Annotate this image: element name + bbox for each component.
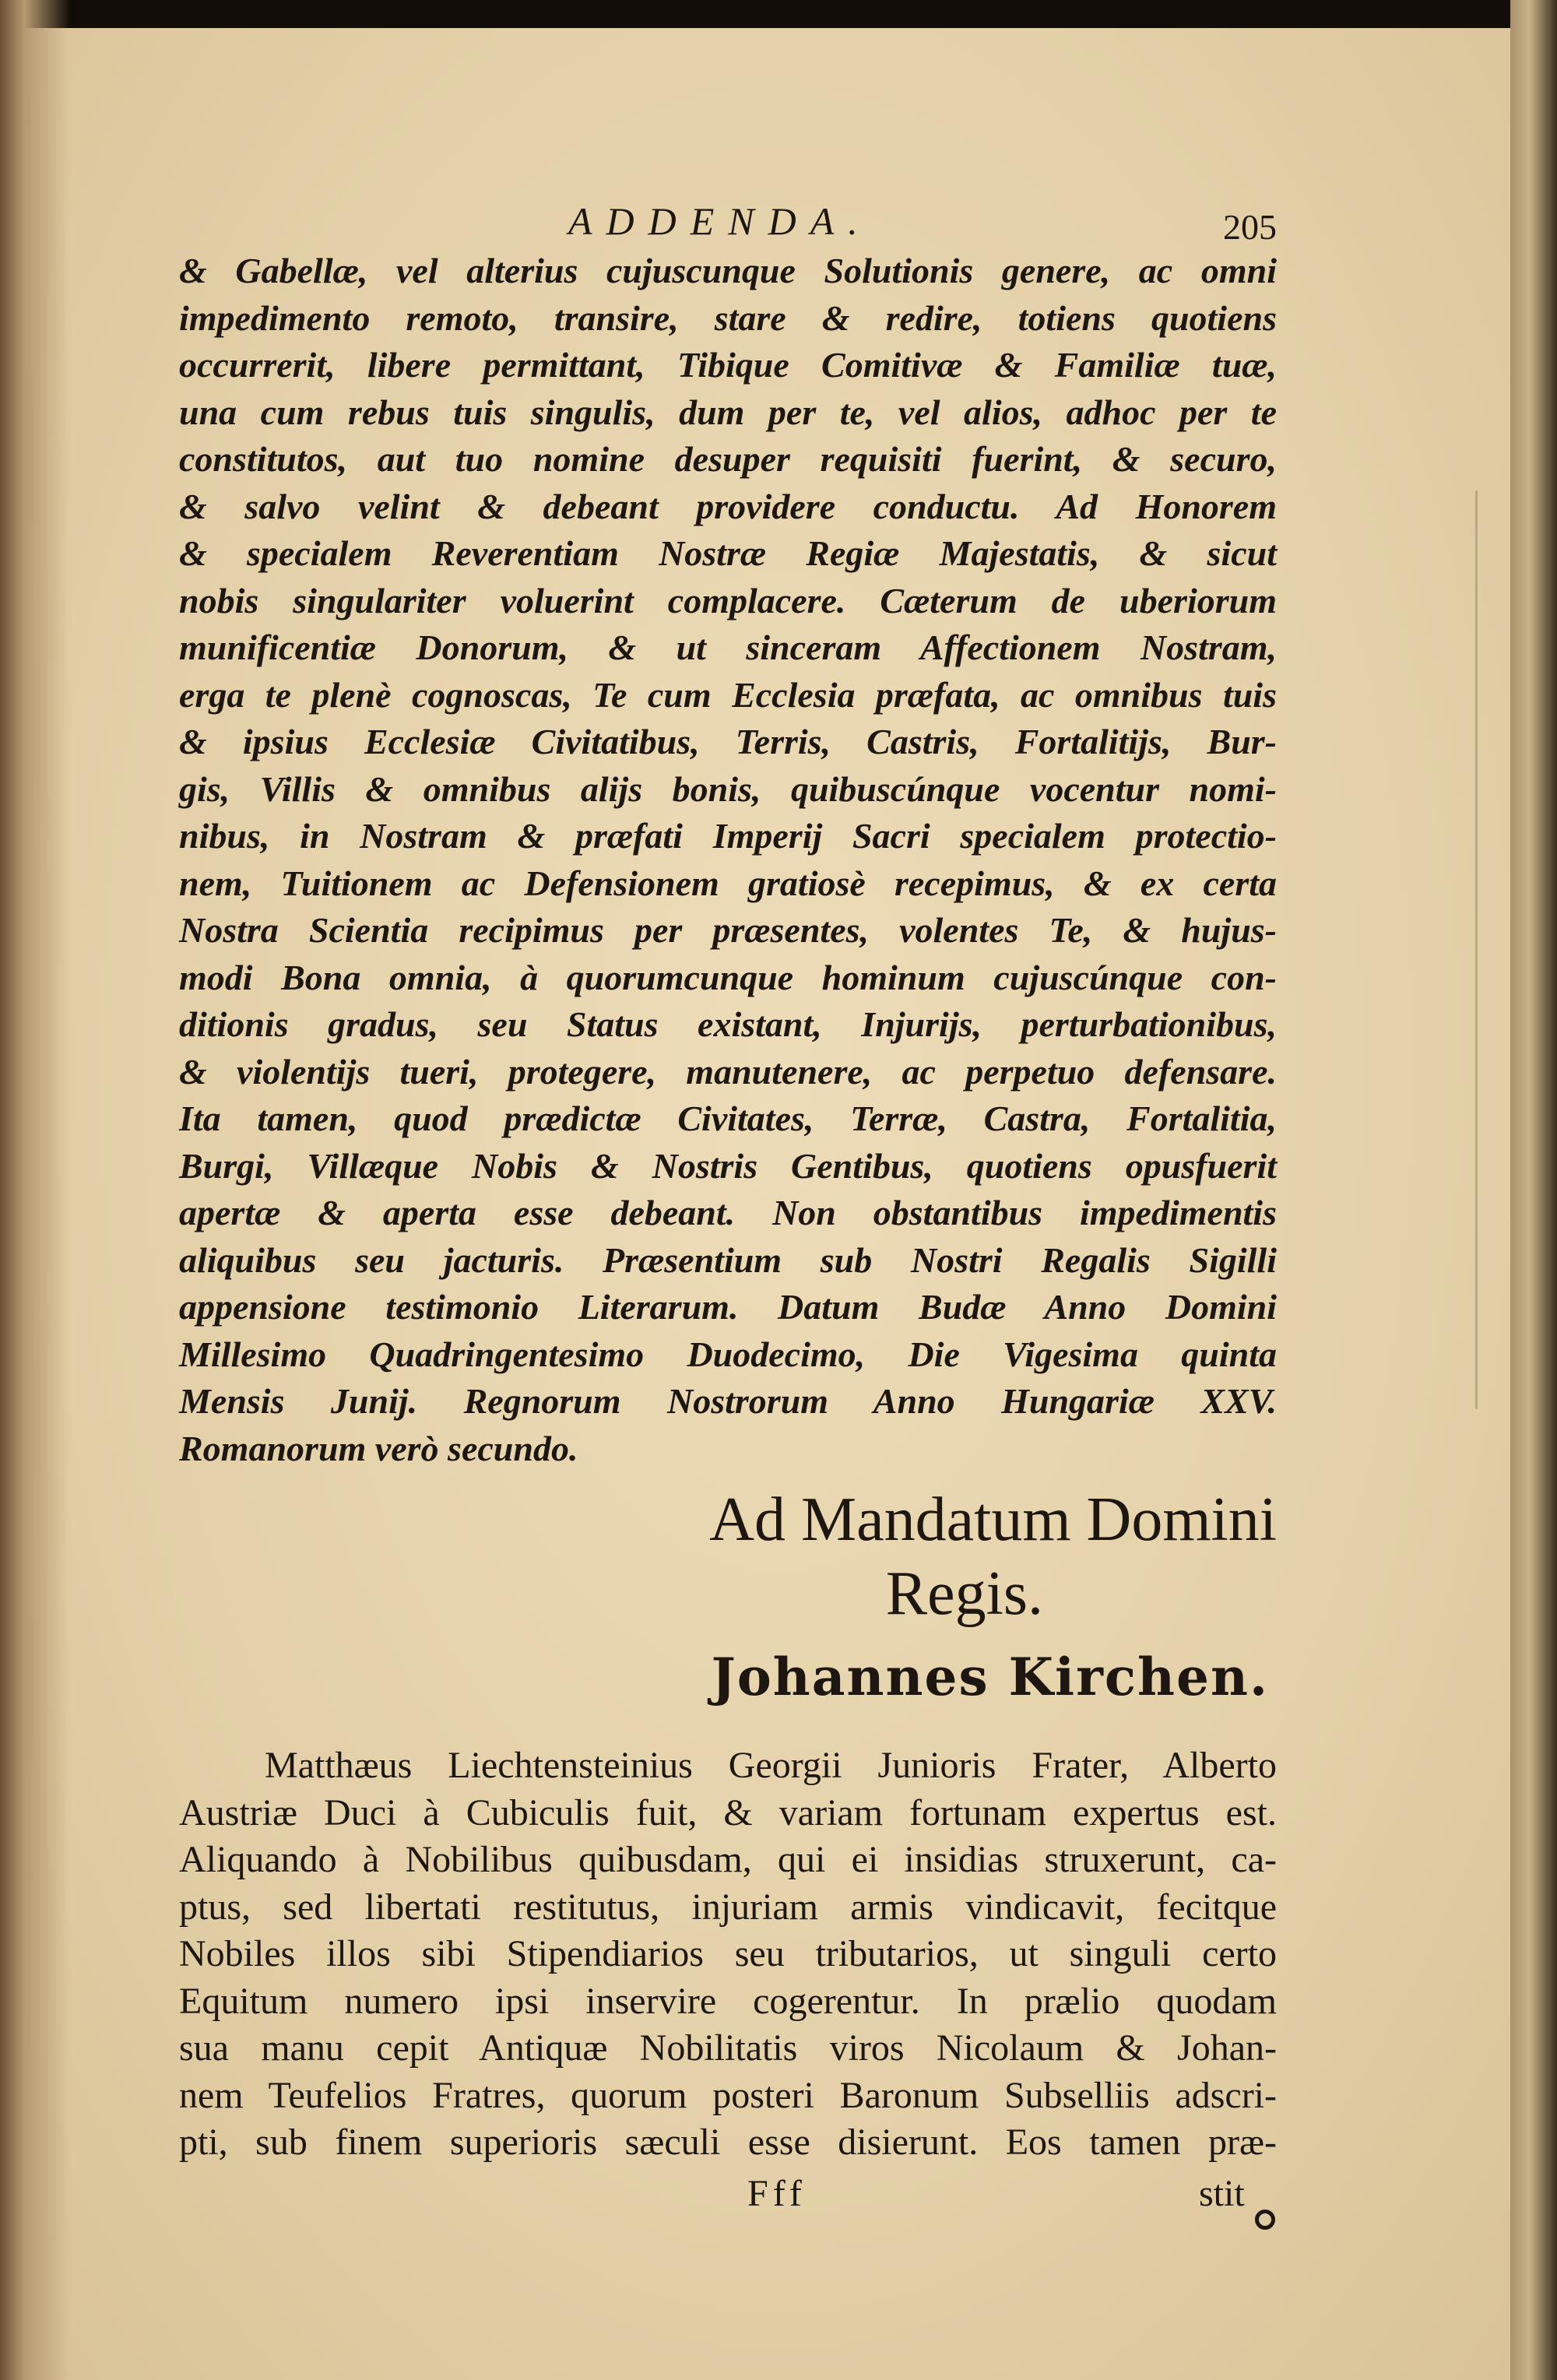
catchword: stit xyxy=(1199,2173,1245,2214)
commentary-paragraph xyxy=(179,1742,1277,2167)
letter-line: & specialem Reverentiam Nostræ Regiæ Majestatis, & sicut xyxy=(179,533,1277,573)
letter-line: gis, Villis & omnibus alijs bonis, quibuscúnque vocentur nomi- xyxy=(179,768,1277,809)
letter-line: aliquibus seu jacturis. Præsentium sub Nostri Regalis Sigilli xyxy=(179,1239,1277,1280)
letter-line: Nostra Scientia recipimus per præsentes, volentes Te, & hujus- xyxy=(179,910,1277,950)
letter-line: appensione testimonio Literarum. Datum Budæ Anno Domini xyxy=(179,1287,1277,1327)
body-line: Matthæus Liechtensteinius Georgii Junioris Frater, Alberto xyxy=(265,1745,1277,1786)
body-line: Austriæ Duci à Cubiculis fuit, & variam fortunam expertus est. xyxy=(179,1791,1277,1833)
letter-line: constitutos, aut tuo nomine desuper requisiti fuerint, & securo, xyxy=(179,439,1277,479)
letter-line: Millesimo Quadringentesimo Duodecimo, Die Vigesima quinta xyxy=(179,1334,1277,1374)
body-line: pti, sub finem superioris sæculi esse disierunt. Eos tamen præ- xyxy=(179,2122,1277,2163)
letter-line: & ipsius Ecclesiæ Civitatibus, Terris, Castris, Fortalitijs, Bur- xyxy=(179,722,1277,761)
letter-line: impedimento remoto, transire, stare & redire, totiens quotiens xyxy=(179,297,1277,338)
running-head: ADDENDA. xyxy=(568,199,872,243)
letter-line: munificentiæ Donorum, & ut sinceram Affectionem Nostram, xyxy=(179,628,1277,667)
scan-top-border xyxy=(0,0,1557,28)
page-number: 205 xyxy=(1223,207,1277,247)
page-edge xyxy=(1510,0,1557,2380)
body-line: Aliquando à Nobilibus quibusdam, qui ei insidias struxerunt, ca- xyxy=(179,1839,1277,1880)
letter-line: apertæ & aperta esse debeant. Non obstantibus impedimentis xyxy=(179,1193,1277,1232)
spine-shadow xyxy=(0,0,70,2380)
body-line: Equitum numero ipsi inservire cogerentur. In prælio quodam xyxy=(179,1980,1277,2022)
letter-line: & violentijs tueri, protegere, manutenere, ac perpetuo defensare. xyxy=(179,1051,1277,1092)
letter-line: Mensis Junij. Regnorum Nostrorum Anno Hungariæ XXV. xyxy=(179,1381,1277,1421)
gathering-signature-mark: Fff xyxy=(747,2173,807,2214)
letter-line: erga te plenè cognoscas, Te cum Ecclesia præfata, ac omnibus tuis xyxy=(179,674,1277,715)
letter-line: nibus, in Nostram & præfati Imperij Sacri specialem protectio- xyxy=(179,816,1277,856)
letter-line: ditionis gradus, seu Status existant, Injurijs, perturbationibus, xyxy=(179,1004,1277,1044)
body-line: nem Teufelios Fratres, quorum posteri Baronum Subselliis adscri- xyxy=(179,2074,1277,2116)
body-line: Nobiles illos sibi Stipendiarios seu tributarios, ut singuli certo xyxy=(179,1933,1277,1974)
ring-mark-icon xyxy=(1255,2209,1275,2230)
letter-line: nobis singulariter voluerint complacere. Cæterum de uberiorum xyxy=(179,580,1277,620)
letter-line: occurrerit, libere permittant, Tibique Comitivæ & Familiæ tuæ, xyxy=(179,345,1277,385)
signatory-name: Johannes Kirchen. xyxy=(711,1647,1269,1707)
body-line: sua manu cepit Antiquæ Nobilitatis viros Nicolaum & Johan- xyxy=(179,2027,1277,2069)
letter-line: & Gabellæ, vel alterius cujuscunque Solutionis genere, ac omni xyxy=(179,251,1277,290)
mandate-line: Ad Mandatum Domini xyxy=(709,1485,1277,1554)
page-header xyxy=(179,199,1277,245)
letter-line: Burgi, Villæque Nobis & Nostris Gentibus, quotiens opusfuerit xyxy=(179,1145,1277,1186)
margin-show-through xyxy=(1475,490,1478,1409)
royal-letter-text xyxy=(179,248,1277,1472)
letter-line: nem, Tuitionem ac Defensionem gratiosè recepimus, & ex certa xyxy=(179,863,1277,903)
letter-line: una cum rebus tuis singulis, dum per te, vel alios, adhoc per te xyxy=(179,392,1277,432)
letter-line: & salvo velint & debeant providere conductu. Ad Honorem xyxy=(179,486,1277,526)
body-line: ptus, sed libertati restitutus, injuriam armis vindicavit, fecitque xyxy=(179,1886,1277,1928)
mandate-line: Regis. xyxy=(885,1559,1043,1628)
letter-line: modi Bona omnia, à quorumcunque hominum cujuscúnque con- xyxy=(179,957,1277,997)
letter-line: Romanorum verò secundo. xyxy=(179,1428,578,1468)
mandate-heading xyxy=(179,1483,1277,1631)
letter-line: Ita tamen, quod prædictæ Civitates, Terræ, Castra, Fortalitia, xyxy=(179,1099,1277,1138)
